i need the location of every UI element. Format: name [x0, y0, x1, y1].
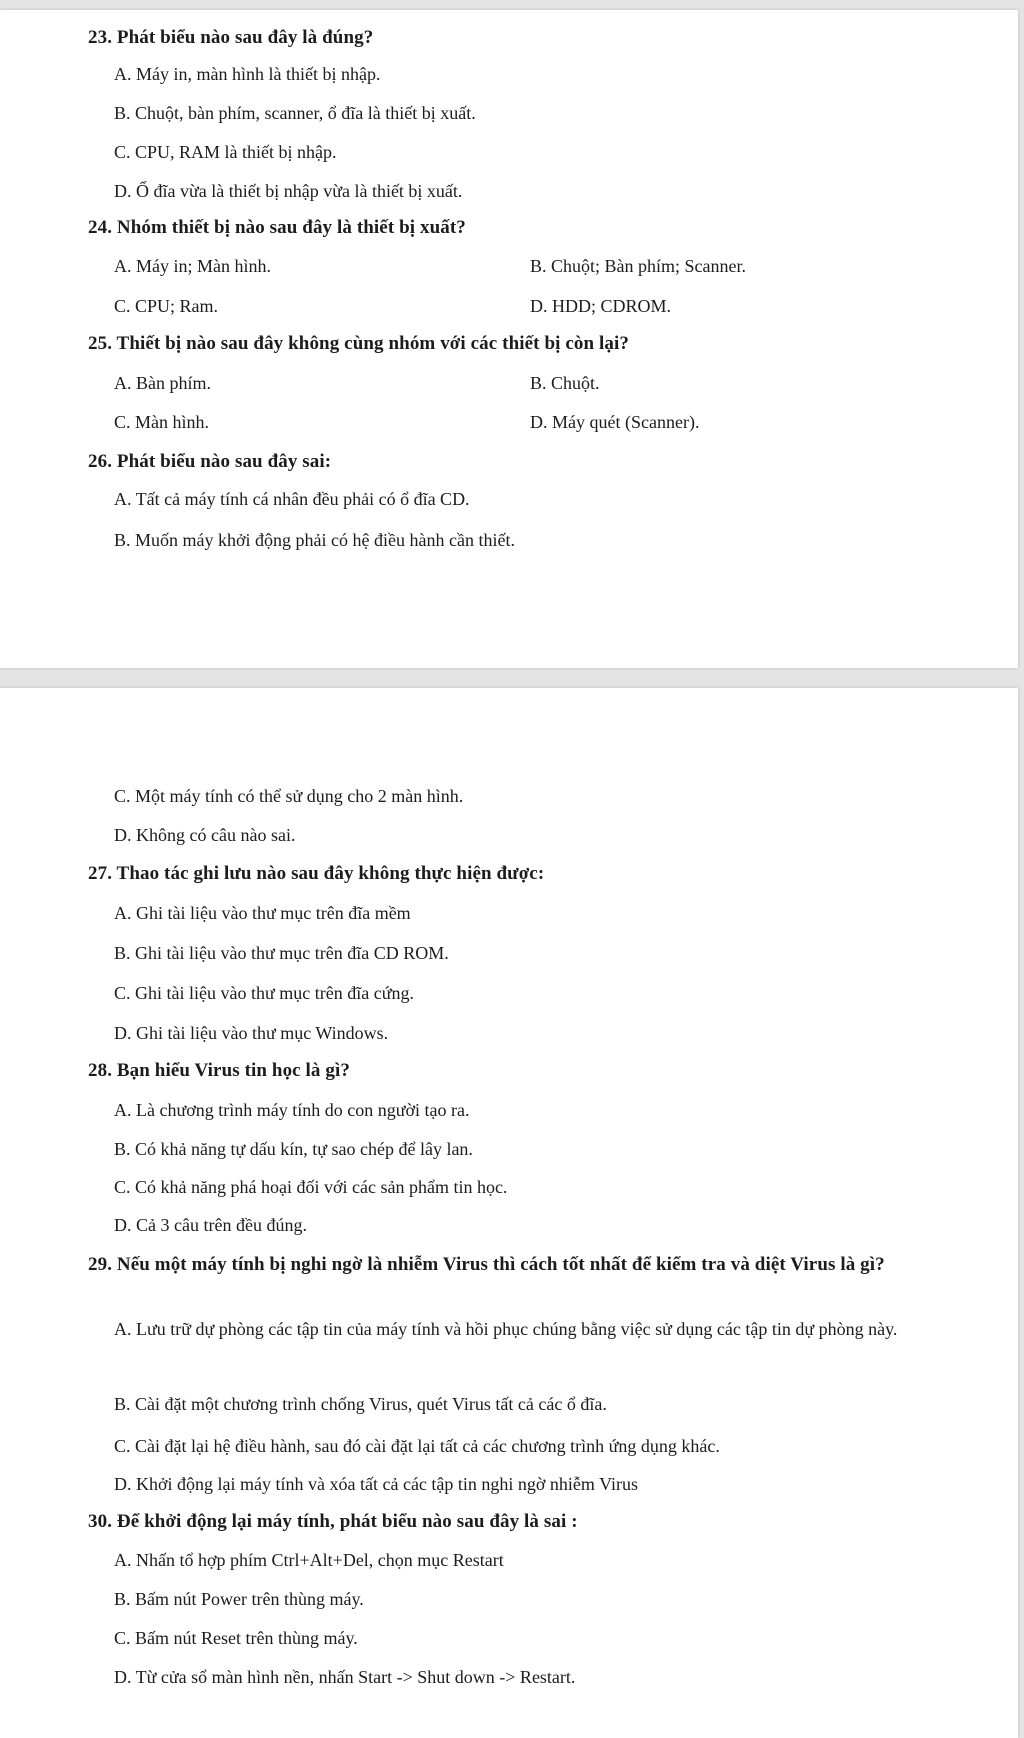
question-27-option-c: C. Ghi tài liệu vào thư mục trên đĩa cứng.	[114, 983, 414, 1003]
question-25-title: 25. Thiết bị nào sau đây không cùng nhóm với các thiết bị còn lại?	[88, 333, 629, 354]
question-29-option-d: D. Khởi động lại máy tính và xóa tất cả các tập tin nghi ngờ nhiễm Virus	[114, 1474, 639, 1494]
question-28-option-c: C. Có khả năng phá hoại đối với các sản phẩm tin học.	[114, 1177, 508, 1197]
question-28-option-d: D. Cả 3 câu trên đều đúng.	[114, 1215, 307, 1235]
question-24-option-c: C. CPU; Ram.	[114, 296, 219, 316]
document-page-2	[0, 688, 1018, 1738]
question-25-option-c: C. Màn hình.	[114, 412, 210, 432]
question-30-option-d: D. Từ cửa sổ màn hình nền, nhấn Start -> Shut down -> Restart.	[114, 1667, 576, 1687]
question-24-option-b: B. Chuột; Bàn phím; Scanner.	[530, 256, 746, 276]
document-page-1	[0, 10, 1018, 668]
question-26-option-a: A. Tất cả máy tính cá nhân đều phải có ổ đĩa CD.	[114, 489, 470, 509]
question-26-option-b: B. Muốn máy khởi động phải có hệ điều hành cần thiết.	[114, 530, 515, 550]
question-27-option-d: D. Ghi tài liệu vào thư mục Windows.	[114, 1023, 389, 1043]
question-27-option-b: B. Ghi tài liệu vào thư mục trên đĩa CD ROM.	[114, 943, 449, 963]
question-25-option-a: A. Bàn phím.	[114, 373, 211, 393]
question-23-option-d: D. Ổ đĩa vừa là thiết bị nhập vừa là thiết bị xuất.	[114, 181, 463, 201]
question-30-option-b: B. Bấm nút Power trên thùng máy.	[114, 1589, 364, 1609]
question-29-option-c: C. Cài đặt lại hệ điều hành, sau đó cài đặt lại tất cả các chương trình ứng dụng khác.	[114, 1436, 720, 1456]
question-29-title: 29. Nếu một máy tính bị nghi ngờ là nhiễm Virus thì cách tốt nhất để kiểm tra và diệt Virus là gì?	[88, 1254, 885, 1275]
question-24-option-a: A. Máy in; Màn hình.	[114, 256, 271, 276]
question-24-title: 24. Nhóm thiết bị nào sau đây là thiết bị xuất?	[88, 217, 466, 238]
question-26-option-d: D. Không có câu nào sai.	[114, 825, 296, 845]
question-26-option-c: C. Một máy tính có thể sử dụng cho 2 màn hình.	[114, 786, 464, 806]
question-26-title: 26. Phát biểu nào sau đây sai:	[88, 451, 332, 472]
question-29-option-a: A. Lưu trữ dự phòng các tập tin của máy tính và hồi phục chúng bằng việc sử dụng các tập tin dự phòng này.	[114, 1319, 898, 1339]
question-29-option-b: B. Cài đặt một chương trình chống Virus, quét Virus tất cả các ổ đĩa.	[114, 1394, 607, 1414]
question-27-option-a: A. Ghi tài liệu vào thư mục trên đĩa mềm	[114, 903, 411, 923]
question-27-title: 27. Thao tác ghi lưu nào sau đây không thực hiện được:	[88, 863, 545, 884]
question-30-option-a: A. Nhấn tổ hợp phím Ctrl+Alt+Del, chọn mục Restart	[114, 1550, 504, 1570]
question-23-option-a: A. Máy in, màn hình là thiết bị nhập.	[114, 64, 381, 84]
question-25-option-b: B. Chuột.	[530, 373, 600, 393]
question-28-title: 28. Bạn hiểu Virus tin học là gì?	[88, 1060, 350, 1081]
question-23-title: 23. Phát biểu nào sau đây là đúng?	[88, 27, 374, 48]
question-30-option-c: C. Bấm nút Reset trên thùng máy.	[114, 1628, 358, 1648]
question-23-option-c: C. CPU, RAM là thiết bị nhập.	[114, 142, 337, 162]
question-25-option-d: D. Máy quét (Scanner).	[530, 412, 700, 432]
question-28-option-a: A. Là chương trình máy tính do con người tạo ra.	[114, 1100, 470, 1120]
question-23-option-b: B. Chuột, bàn phím, scanner, ổ đĩa là thiết bị xuất.	[114, 103, 476, 123]
question-30-title: 30. Để khởi động lại máy tính, phát biểu nào sau đây là sai :	[88, 1511, 578, 1532]
question-24-option-d: D. HDD; CDROM.	[530, 296, 672, 316]
question-28-option-b: B. Có khả năng tự dấu kín, tự sao chép để lây lan.	[114, 1139, 473, 1159]
